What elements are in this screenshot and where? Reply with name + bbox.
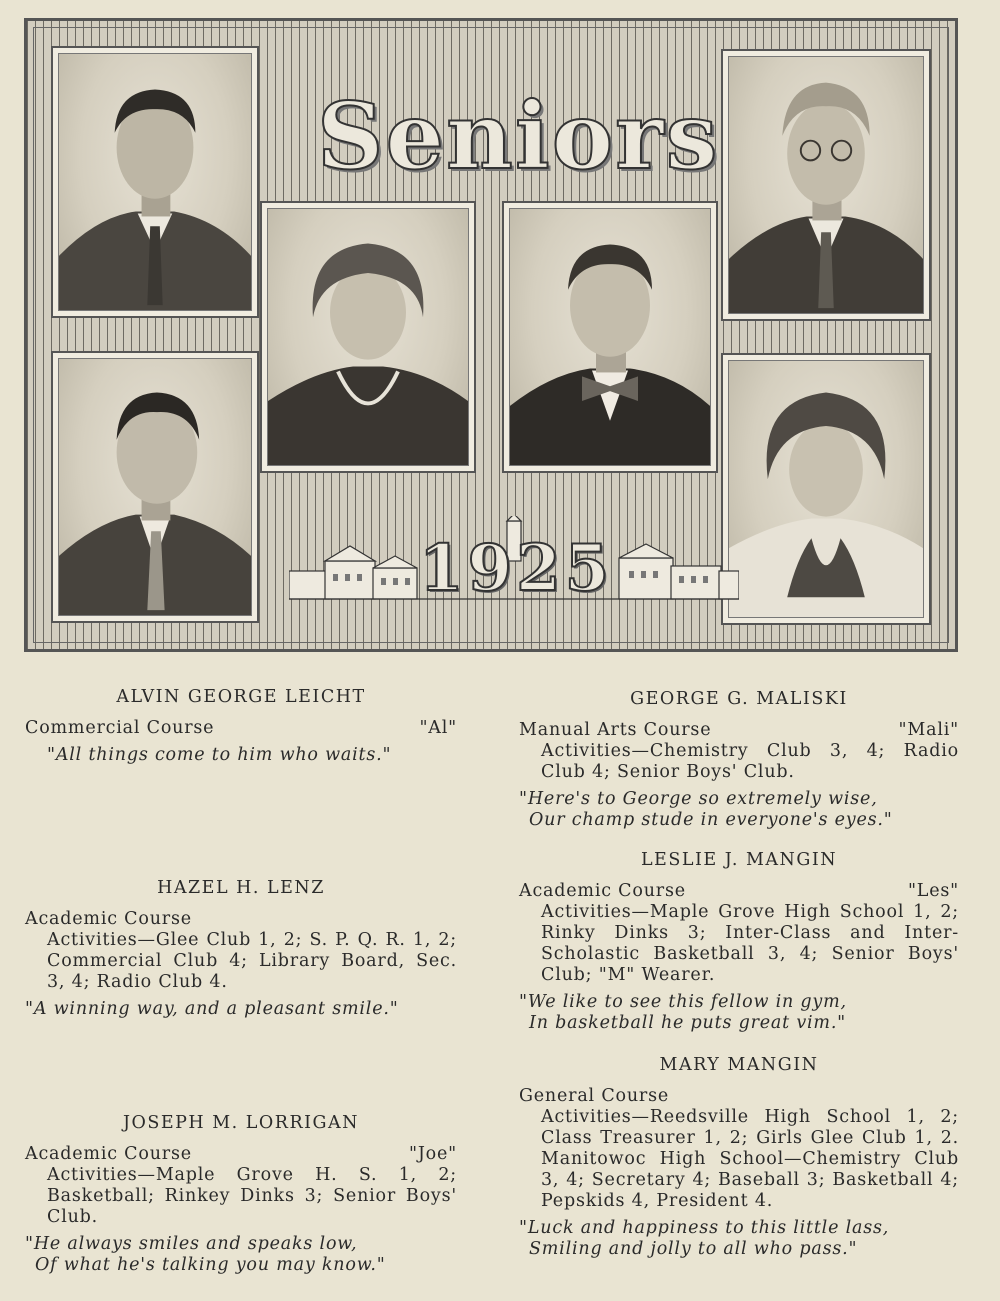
senior-activities: Activities—Maple Grove High School 1, 2; Rinky Dinks 3; Inter-Class and Inter-Scholastic Basketball 3, 4; Senior Boys' Club; "M" Wearer. [541,902,959,985]
senior-activities: Activities—Maple Grove H. S. 1, 2; Basketball; Rinkey Dinks 3; Senior Boys' Club. [47,1165,457,1227]
senior-quote [519,992,959,1034]
senior-name: JOSEPH M. LORRIGAN [123,1113,359,1133]
quote-line: Of what he's talking you may know." [35,1255,386,1275]
senior-name: LESLIE J. MANGIN [640,850,838,870]
senior-nickname: "Mali" [898,720,959,740]
quote-line: "A winning way, and a pleasant smile." [25,999,399,1019]
portrait-frame [721,353,931,625]
portrait-photo-girl [267,208,469,466]
portrait-photo-boy [509,208,711,466]
senior-course: Commercial Course [25,718,215,738]
quote-line: "He always smiles and speaks low, [25,1234,358,1254]
senior-nickname: "Joe" [408,1144,457,1164]
senior-quote [519,789,959,831]
quote-line: Our champ stude in everyone's eyes." [529,810,893,830]
senior-nickname: "Al" [419,718,457,738]
portrait-frame [260,201,476,473]
class-year: 1925 [419,531,614,606]
senior-nickname: "Les" [907,881,959,901]
senior-course: Academic Course [519,881,686,901]
portrait-frame [721,49,931,321]
senior-entry [25,878,457,1020]
senior-entry [519,1055,959,1260]
quote-line: "All things come to him who waits." [47,745,392,765]
portrait-photo-boy [58,358,252,616]
senior-name: ALVIN GEORGE LEICHT [116,687,366,707]
senior-name: HAZEL H. LENZ [157,878,325,898]
senior-quote [25,999,457,1020]
senior-entry [25,1113,457,1276]
quote-line: "Here's to George so extremely wise, [519,789,878,809]
portrait-frame [502,201,718,473]
senior-activities: Activities—Chemistry Club 3, 4; Radio Club 4; Senior Boys' Club. [541,741,959,782]
senior-entry [519,689,959,831]
portrait-frame [51,46,259,318]
senior-course: Academic Course [25,1144,192,1164]
senior-name: GEORGE G. MALISKI [630,689,848,709]
portrait-photo-boy [728,56,924,314]
portrait-photo-boy [58,53,252,311]
quote-line: Smiling and jolly to all who pass." [529,1239,858,1259]
quote-line: "Luck and happiness to this little lass, [519,1218,890,1238]
senior-course: Manual Arts Course [519,720,712,740]
senior-activities: Activities—Reedsville High School 1, 2; Class Treasurer 1, 2; Girls Glee Club 1, 2. Manitowoc High School—Chemistry Club 3, 4; Secretary 4; Baseball 3; Basketball 4; Pepskids 4, President 4. [541,1107,959,1211]
senior-quote [25,745,457,766]
portrait-photo-girl [728,360,924,618]
page-title: Seniors [317,82,720,190]
quote-line: In basketball he puts great vim." [529,1013,847,1033]
portrait-frame [51,351,259,623]
senior-course: Academic Course [25,909,192,929]
quote-line: "We like to see this fellow in gym, [519,992,847,1012]
senior-quote [519,1218,959,1260]
seniors-banner [24,18,958,652]
senior-entry [519,850,959,1034]
senior-name: MARY MANGIN [659,1055,819,1075]
senior-entry [25,687,457,766]
senior-activities: Activities—Glee Club 1, 2; S. P. Q. R. 1, 2; Commercial Club 4; Library Board, Sec. 3, 4; Radio Club 4. [47,930,457,992]
year-skyline [289,516,739,626]
senior-course: General Course [519,1086,670,1106]
senior-quote [25,1234,457,1276]
